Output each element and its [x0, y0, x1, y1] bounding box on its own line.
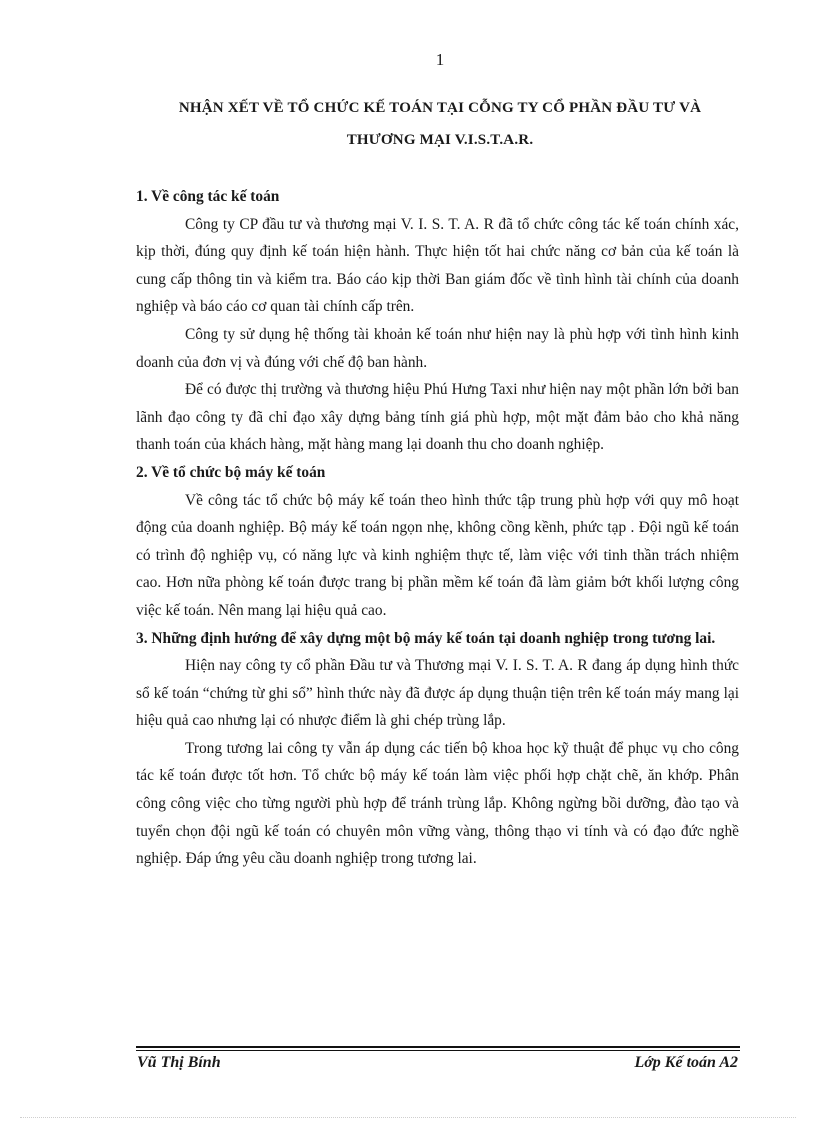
section-1 [136, 183, 739, 459]
paragraph: Hiện nay công ty cổ phần Đầu tư và Thương mại V. I. S. T. A. R đang áp dụng hình thức sổ kế toán “chứng từ ghi sổ” hình thức này đã được áp dụng thuận tiện trên kế toán máy mang lại hiệu quả cao nhưng lại có nhược điểm là ghi chép trùng lắp. [136, 657, 739, 730]
footer-author: Vũ Thị Bính [137, 1054, 221, 1071]
section-heading: 2. Về tổ chức bộ máy kế toán [136, 463, 326, 481]
paragraph: Công ty sử dụng hệ thống tài khoản kế toán như hiện nay là phù hợp với tình hình kinh doanh của đơn vị và đúng với chế độ ban hành. [136, 325, 739, 371]
document-body [136, 183, 739, 873]
section-2 [136, 459, 739, 625]
page-bottom-dotted-border [20, 1117, 796, 1118]
paragraph: Công ty CP đầu tư và thương mại V. I. S. T. A. R đã tổ chức công tác kế toán chính xác, kịp thời, đúng quy định kế toán hiện hành. Thực hiện tốt hai chức năng cơ bản của kế toán là cung cấp thông tin và kiểm tra. Báo cáo kịp thời Ban giám đốc về tình hình tài chính của doanh nghiệp và báo cáo cơ quan tài chính cấp trên. [136, 215, 739, 316]
paragraph: Trong tương lai công ty vẫn áp dụng các tiến bộ khoa học kỹ thuật để phục vụ cho công tác kế toán được tốt hơn. Tổ chức bộ máy kế toán làm việc phối hợp chặt chẽ, ăn khớp. Phân công công việc cho từng người phù hợp để tránh trùng lắp. Không ngừng bồi dưỡng, đào tạo và tuyển chọn đội ngũ kế toán có chuyên môn vững vàng, thông thạo vi tính và có đạo đức nghề nghiệp. Đáp ứng yêu cầu doanh nghiệp trong tương lai. [136, 739, 739, 868]
footer-divider [136, 1046, 740, 1048]
document-title-line-1: NHẬN XẾT VỀ TỔ CHỨC KẾ TOÁN TẠI CỖNG TY CỔ PHẦN ĐẦU TƯ VÀ [178, 100, 702, 116]
paragraph: Về công tác tổ chức bộ máy kế toán theo hình thức tập trung phù hợp với quy mô hoạt động của doanh nghiệp. Bộ máy kế toán ngọn nhẹ, không cồng kềnh, phức tạp . Đội ngũ kế toán có trình độ nghiệp vụ, có năng lực và kinh nghiệm thực tế, làm việc với tinh thần trách nhiệm cao. Hơn nữa phòng kế toán được trang bị phần mềm kế toán đã làm giảm bớt khối lượng công việc kế toán. Nên mang lại hiệu quả cao. [136, 491, 739, 619]
section-heading: 3. Những định hướng để xây dựng một bộ máy kế toán tại doanh nghiệp trong tương lai. [136, 629, 716, 647]
document-title [130, 92, 750, 156]
paragraph: Để có được thị trường và thương hiệu Phú Hưng Taxi như hiện nay một phần lớn bởi ban lãnh đạo công ty đã chỉ đạo xây dựng bảng tính giá phù hợp, một mặt đảm bảo cho khả năng thanh toán của khách hàng, mặt hàng mang lại doanh thu cho doanh nghiệp. [136, 381, 739, 454]
footer-divider-thin [136, 1050, 740, 1051]
footer-class: Lớp Kế toán A2 [634, 1054, 738, 1071]
section-3 [136, 625, 739, 873]
document-title-line-2: THƯƠNG MẠI V.I.S.T.A.R. [346, 132, 534, 148]
section-heading: 1. Về công tác kế toán [136, 188, 280, 205]
page-number: 1 [435, 50, 445, 69]
